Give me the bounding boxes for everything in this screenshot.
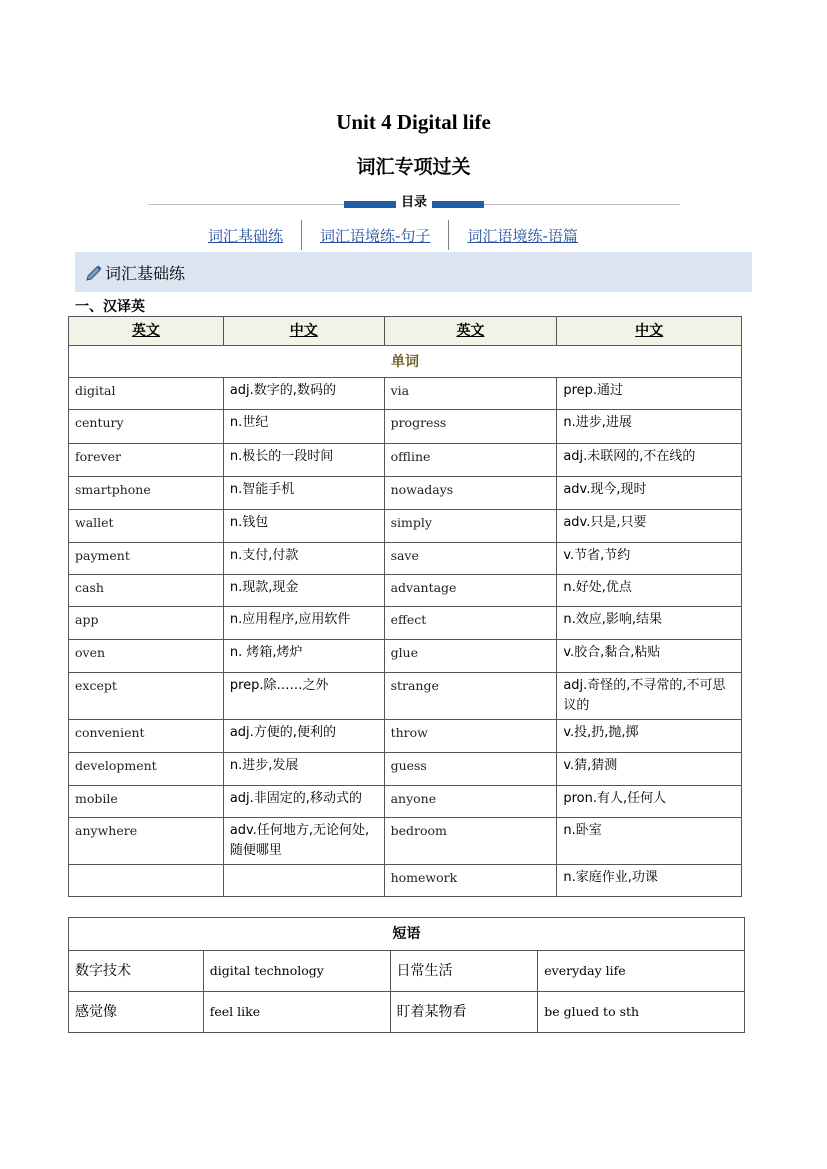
section-title: 词汇基础练 bbox=[105, 263, 186, 283]
english-word-cell: homework bbox=[384, 865, 557, 897]
english-word-cell: century bbox=[69, 410, 224, 444]
category-label: 短语 bbox=[69, 918, 745, 951]
chinese-meaning-cell: adj.未联网的,不在线的 bbox=[557, 444, 742, 477]
table-row bbox=[69, 543, 742, 575]
english-word-cell: nowadays bbox=[384, 477, 557, 510]
chinese-meaning-cell: pron.有人,任何人 bbox=[557, 786, 742, 818]
english-word-cell bbox=[69, 865, 224, 897]
english-word-cell: throw bbox=[384, 720, 557, 753]
chinese-meaning-cell: n.极长的一段时间 bbox=[223, 444, 384, 477]
chinese-meaning-cell: adj.数字的,数码的 bbox=[223, 378, 384, 410]
table-row bbox=[69, 673, 742, 720]
toc-links bbox=[190, 220, 596, 250]
toc-label: 目录 bbox=[396, 193, 432, 213]
table-row bbox=[69, 575, 742, 607]
english-phrase-cell: feel like bbox=[203, 992, 390, 1033]
category-label: 单词 bbox=[69, 346, 742, 378]
chinese-meaning-cell: n.家庭作业,功课 bbox=[557, 865, 742, 897]
category-row bbox=[69, 918, 745, 951]
english-word-cell: oven bbox=[69, 640, 224, 673]
english-word-cell: anyone bbox=[384, 786, 557, 818]
chinese-phrase-cell: 日常生活 bbox=[390, 951, 538, 992]
chinese-meaning-cell: v.胶合,黏合,粘贴 bbox=[557, 640, 742, 673]
english-word-cell: effect bbox=[384, 607, 557, 640]
english-word-cell: except bbox=[69, 673, 224, 720]
chinese-meaning-cell: adj.非固定的,移动式的 bbox=[223, 786, 384, 818]
english-word-cell: convenient bbox=[69, 720, 224, 753]
english-word-cell: glue bbox=[384, 640, 557, 673]
chinese-meaning-cell: adv.任何地方,无论何处,随便哪里 bbox=[223, 818, 384, 865]
column-header: 英文 bbox=[384, 317, 557, 346]
table-row bbox=[69, 818, 742, 865]
vocab-table bbox=[68, 316, 742, 897]
document-title: Unit 4 Digital life bbox=[336, 110, 491, 134]
document-subtitle: 词汇专项过关 bbox=[356, 156, 471, 178]
chinese-meaning-cell: adv.现今,现时 bbox=[557, 477, 742, 510]
english-word-cell: advantage bbox=[384, 575, 557, 607]
part-title: 一、汉译英 bbox=[75, 299, 145, 315]
column-header: 英文 bbox=[69, 317, 224, 346]
english-word-cell: anywhere bbox=[69, 818, 224, 865]
english-word-cell: strange bbox=[384, 673, 557, 720]
english-word-cell: smartphone bbox=[69, 477, 224, 510]
english-phrase-cell: everyday life bbox=[538, 951, 745, 992]
chinese-meaning-cell: n.卧室 bbox=[557, 818, 742, 865]
chinese-meaning-cell: n. 烤箱,烤炉 bbox=[223, 640, 384, 673]
chinese-meaning-cell: adj.方便的,便利的 bbox=[223, 720, 384, 753]
table-row bbox=[69, 378, 742, 410]
english-word-cell: app bbox=[69, 607, 224, 640]
toc-bar-left bbox=[344, 201, 396, 208]
toc-link-passage[interactable]: 词汇语境练-语篇 bbox=[467, 226, 578, 245]
table-row bbox=[69, 992, 745, 1033]
toc-link-sentence[interactable]: 词汇语境练-句子 bbox=[320, 226, 431, 245]
chinese-meaning-cell: n.好处,优点 bbox=[557, 575, 742, 607]
chinese-meaning-cell: n.智能手机 bbox=[223, 477, 384, 510]
toc-link-basic[interactable]: 词汇基础练 bbox=[208, 226, 284, 245]
section-header bbox=[75, 252, 752, 292]
chinese-meaning-cell: n.钱包 bbox=[223, 510, 384, 543]
chinese-phrase-cell: 盯着某物看 bbox=[390, 992, 538, 1033]
english-word-cell: development bbox=[69, 753, 224, 786]
table-row bbox=[69, 640, 742, 673]
chinese-meaning-cell: n.效应,影响,结果 bbox=[557, 607, 742, 640]
chinese-meaning-cell: n.进步,发展 bbox=[223, 753, 384, 786]
table-header-row bbox=[69, 317, 742, 346]
chinese-meaning-cell: n.应用程序,应用软件 bbox=[223, 607, 384, 640]
english-word-cell: save bbox=[384, 543, 557, 575]
chinese-phrase-cell: 数字技术 bbox=[69, 951, 204, 992]
english-word-cell: wallet bbox=[69, 510, 224, 543]
english-word-cell: digital bbox=[69, 378, 224, 410]
chinese-meaning-cell: n.现款,现金 bbox=[223, 575, 384, 607]
table-row bbox=[69, 753, 742, 786]
column-header: 中文 bbox=[557, 317, 742, 346]
table-row bbox=[69, 951, 745, 992]
chinese-meaning-cell: adv.只是,只要 bbox=[557, 510, 742, 543]
english-word-cell: guess bbox=[384, 753, 557, 786]
english-word-cell: simply bbox=[384, 510, 557, 543]
pencil-icon bbox=[85, 263, 103, 281]
table-row bbox=[69, 444, 742, 477]
english-word-cell: mobile bbox=[69, 786, 224, 818]
table-row bbox=[69, 477, 742, 510]
english-phrase-cell: digital technology bbox=[203, 951, 390, 992]
chinese-meaning-cell bbox=[223, 865, 384, 897]
chinese-meaning-cell: prep.通过 bbox=[557, 378, 742, 410]
toc-bar-right bbox=[432, 201, 484, 208]
english-word-cell: offline bbox=[384, 444, 557, 477]
chinese-meaning-cell: adj.奇怪的,不寻常的,不可思议的 bbox=[557, 673, 742, 720]
chinese-meaning-cell: n.支付,付款 bbox=[223, 543, 384, 575]
category-row bbox=[69, 346, 742, 378]
chinese-phrase-cell: 感觉像 bbox=[69, 992, 204, 1033]
chinese-meaning-cell: v.投,扔,抛,掷 bbox=[557, 720, 742, 753]
english-word-cell: cash bbox=[69, 575, 224, 607]
chinese-meaning-cell: v.猜,猜测 bbox=[557, 753, 742, 786]
chinese-meaning-cell: n.进步,进展 bbox=[557, 410, 742, 444]
chinese-meaning-cell: prep.除……之外 bbox=[223, 673, 384, 720]
english-word-cell: bedroom bbox=[384, 818, 557, 865]
phrase-table bbox=[68, 917, 745, 1033]
chinese-meaning-cell: n.世纪 bbox=[223, 410, 384, 444]
table-row bbox=[69, 720, 742, 753]
english-word-cell: progress bbox=[384, 410, 557, 444]
english-word-cell: payment bbox=[69, 543, 224, 575]
table-row bbox=[69, 510, 742, 543]
english-word-cell: forever bbox=[69, 444, 224, 477]
english-phrase-cell: be glued to sth bbox=[538, 992, 745, 1033]
table-row bbox=[69, 865, 742, 897]
table-row bbox=[69, 410, 742, 444]
english-word-cell: via bbox=[384, 378, 557, 410]
table-row bbox=[69, 786, 742, 818]
column-header: 中文 bbox=[223, 317, 384, 346]
table-row bbox=[69, 607, 742, 640]
chinese-meaning-cell: v.节省,节约 bbox=[557, 543, 742, 575]
